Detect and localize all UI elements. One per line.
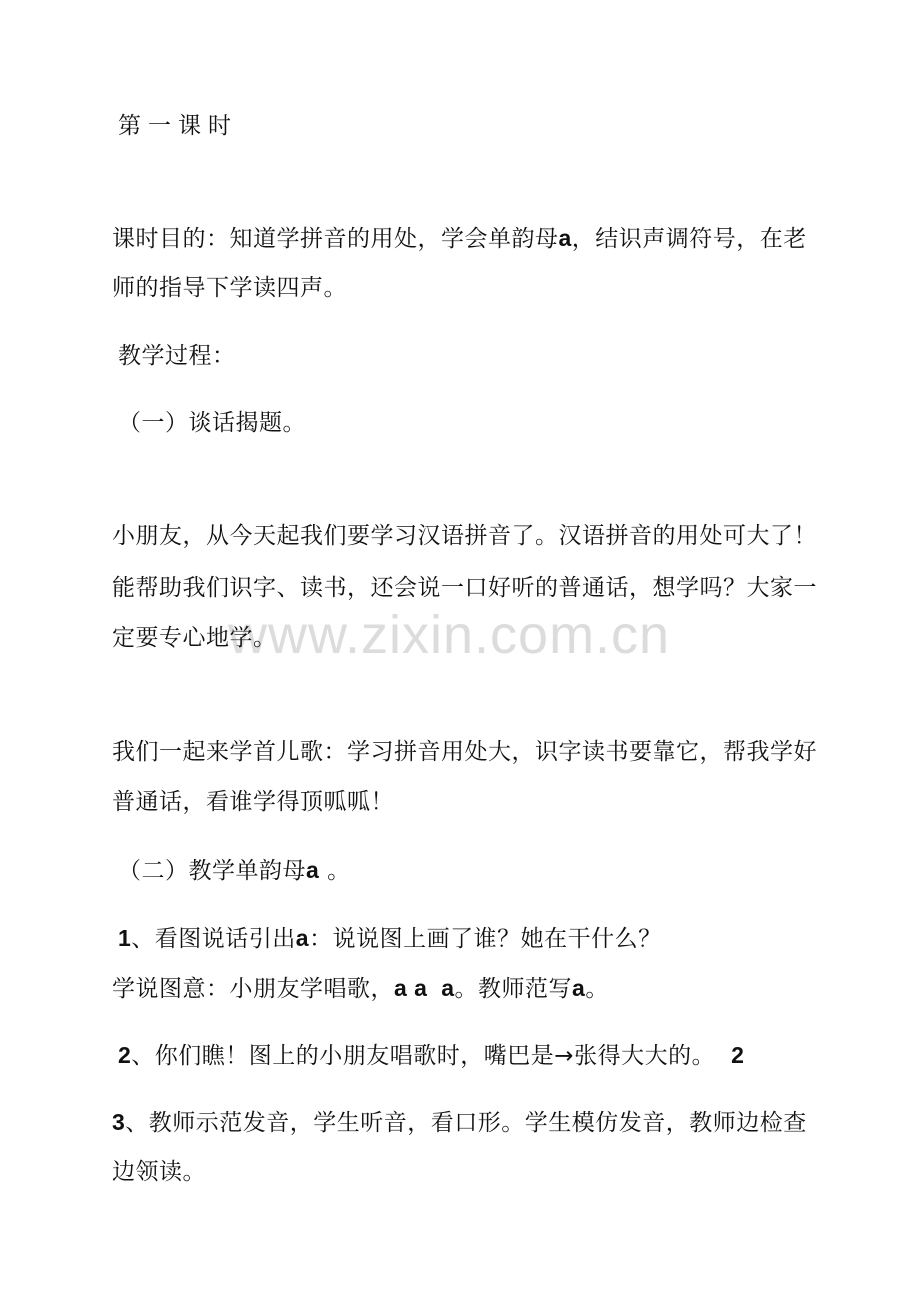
objective-line-2: 师的指导下学读四声。 (112, 275, 347, 301)
watermark: www.zixin.com.cn (228, 605, 671, 665)
section-2-heading (118, 856, 351, 885)
step-3-text: 、教师示范发音，学生听音，看口形。学生模仿发音，教师边检查 (125, 1110, 807, 1136)
step-1-text-rest: ：说说图上画了谁？她在干什么？ (309, 926, 662, 952)
section-2-heading-end: 。 (319, 858, 351, 884)
step-1-line-2-letter-a: a (572, 975, 586, 1001)
section-1-paragraph-line-2: 能帮助我们识字、读书，还会说一口好听的普通话，想学吗？大家一 (112, 575, 817, 601)
step-3-number: 3 (112, 1109, 126, 1135)
section-1-paragraph-line-1: 小朋友，从今天起我们要学习汉语拼音了。汉语拼音的用处可大了！ (112, 523, 817, 549)
step-1-line-2-end: 。 (585, 976, 609, 1002)
step-1-line-1 (118, 924, 662, 953)
lesson-title: 第一课时 (118, 113, 238, 139)
process-heading: 教学过程： (118, 343, 236, 369)
section-1-paragraph-line-3: 定要专心地学。 (112, 625, 277, 651)
objective-letter-a: a (558, 225, 572, 251)
step-2-line (118, 1041, 744, 1070)
step-2-text: 、你们瞧！图上的小朋友唱歌时，嘴巴是→张得大大的。 (131, 1043, 716, 1069)
step-1-line-2-text: 学说图意：小朋友学唱歌， (112, 976, 394, 1002)
step-1-number: 1 (118, 925, 132, 951)
song-line-1: 我们一起来学首儿歌：学习拼音用处大，识字读书要靠它，帮我学好 (112, 739, 817, 765)
song-line-2: 普通话，看谁学得顶呱呱！ (112, 789, 394, 815)
step-3-line-1 (112, 1108, 807, 1137)
section-1-heading: （一）谈话揭题。 (118, 410, 306, 436)
objective-text: 课时目的：知道学拼音的用处，学会单韵母 (112, 226, 559, 252)
step-1-line-2 (112, 974, 609, 1003)
objective-text-rest: ，结识声调符号，在老 (571, 226, 807, 252)
section-2-letter-a: a (306, 857, 320, 883)
step-1-line-2-letters: a a a (394, 975, 455, 1001)
step-1-line-2-mid: 。教师范写 (454, 976, 573, 1002)
step-1-text: 、看图说话引出 (131, 926, 296, 952)
step-1-letter-a: a (295, 925, 310, 951)
section-2-heading-text: （二）教学单韵母 (118, 858, 306, 884)
objective-line-1 (112, 224, 807, 253)
step-2-number: 2 (118, 1042, 132, 1068)
step-3-line-2: 边领读。 (112, 1159, 206, 1185)
step-2-trailing-number: 2 (731, 1042, 745, 1068)
